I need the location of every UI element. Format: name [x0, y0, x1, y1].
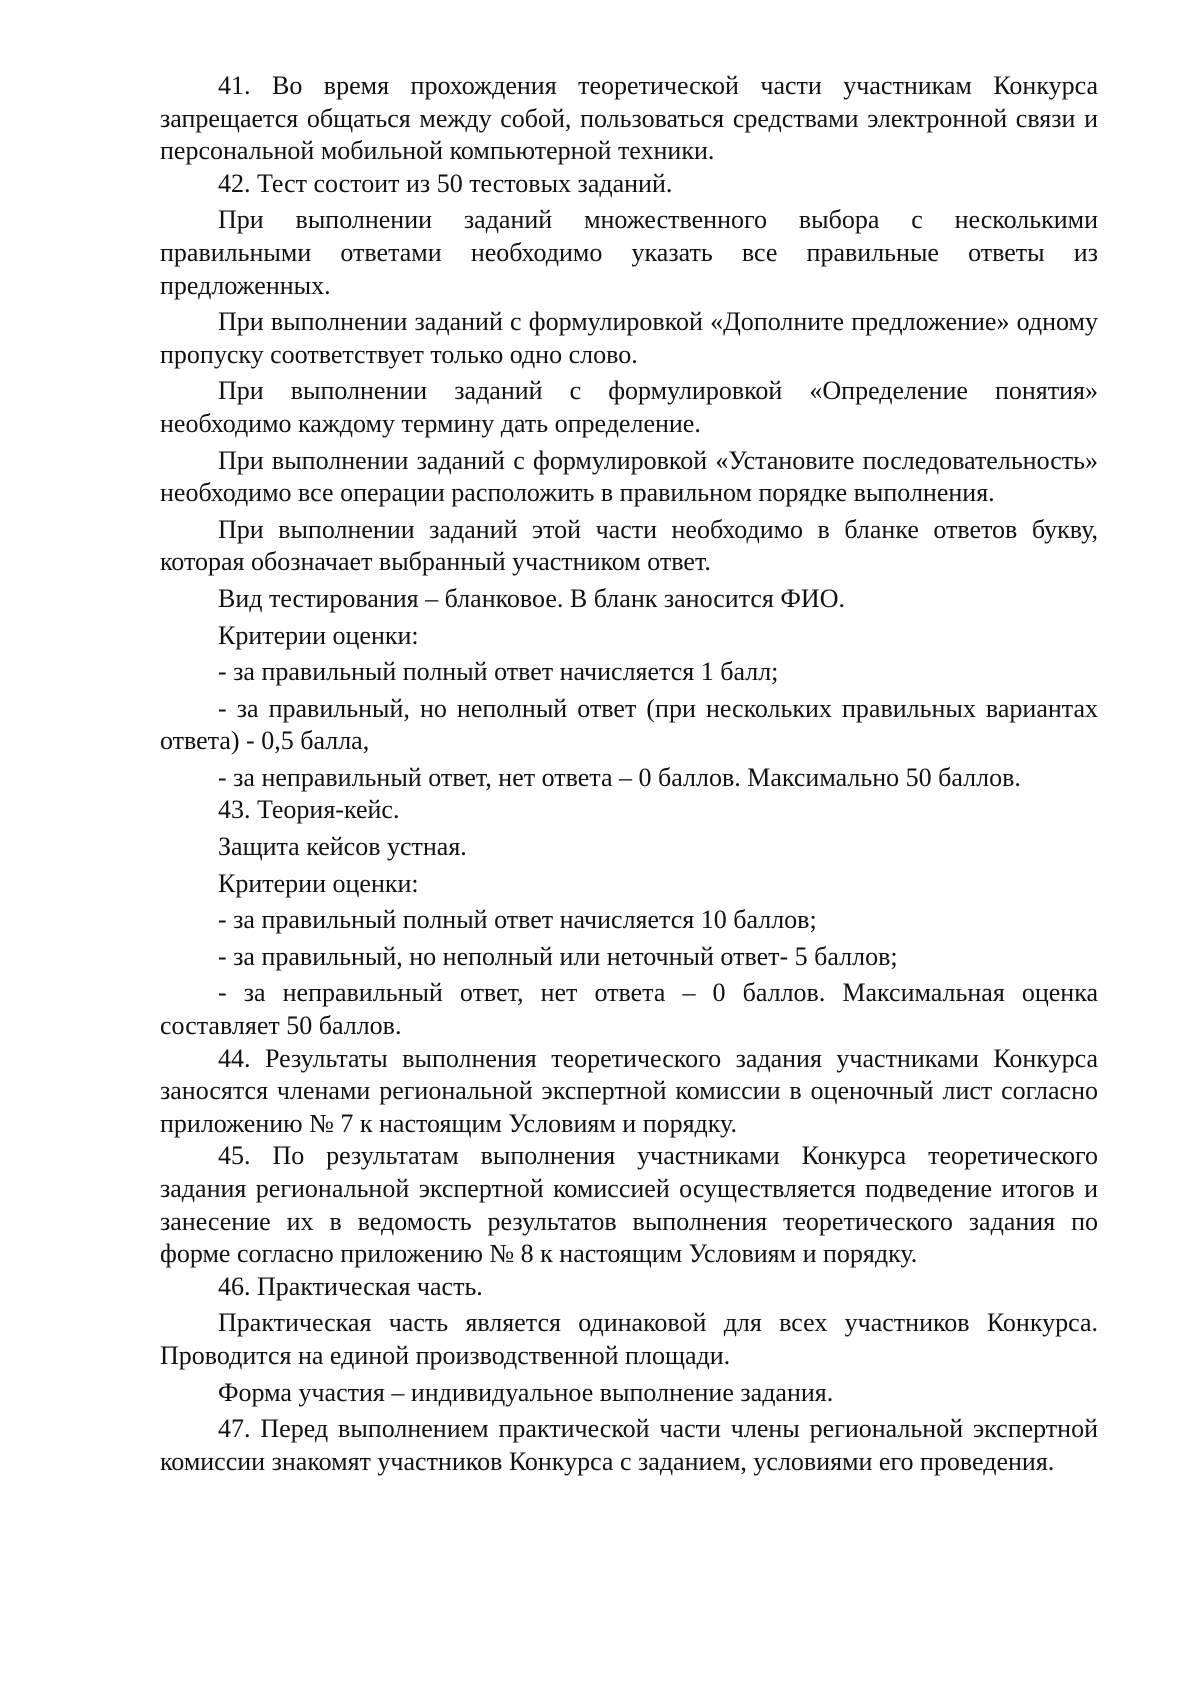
criteria-heading-case: Критерии оценки: — [218, 868, 419, 898]
paragraph-sequence: При выполнении заданий с формулировкой «Установите последовательность» необходимо все операции расположить в правильном порядке выполнения. — [160, 445, 1098, 508]
paragraph-43: 43. Теория-кейс. — [218, 795, 400, 825]
paragraph-45: 45. По результатам выполнения участниками Конкурса теоретического задания региональной экспертной комиссией осуществляется подведение итогов и занесение их в ведомость результатов выполнения теоретического задания по форме согласно приложению № 8 к настоящим Условиям и порядку. — [160, 1141, 1098, 1269]
criteria-item-test-wrong: - за неправильный ответ, нет ответа – 0 баллов. Максимально 50 баллов. — [218, 762, 1021, 792]
paragraph-answer-sheet: При выполнении заданий этой части необходимо в бланке ответов букву, которая обозначает выбранный участником ответ. — [160, 514, 1098, 577]
paragraph-participation-form: Форма участия – индивидуальное выполнение задания. — [218, 1377, 834, 1407]
criteria-heading-test: Критерии оценки: — [218, 620, 419, 650]
paragraph-44: 44. Результаты выполнения теоретического задания участниками Конкурса заносятся членами региональной экспертной комиссии в оценочный лист согласно приложению № 7 к настоящим Условиям и порядку. — [160, 1043, 1098, 1138]
paragraph-definition: При выполнении заданий с формулировкой «Определение понятия» необходимо каждому термину дать определение. — [160, 376, 1098, 438]
paragraph-41: 41. Во время прохождения теоретической части участникам Конкурса запрещается общаться между собой, пользоваться средствами электронной связи и персональной мобильной компьютерной техники. — [160, 71, 1098, 166]
criteria-item-case-wrong: - за неправильный ответ, нет ответа – 0 баллов. Максимальная оценка составляет 50 баллов. — [160, 978, 1098, 1041]
criteria-item-test-partial: - за правильный, но неполный ответ (при нескольких правильных вариантах ответа) - 0,5 балла, — [160, 693, 1098, 756]
criteria-item-case-full: - за правильный полный ответ начисляется 10 баллов; — [218, 905, 817, 935]
paragraph-case-defense: Защита кейсов устная. — [218, 832, 467, 862]
paragraph-multiple-choice: При выполнении заданий множественного выбора с несколькими правильными ответами необходимо указать все правильные ответы из предложенных. — [160, 205, 1098, 300]
paragraph-42: 42. Тест состоит из 50 тестовых заданий. — [218, 168, 673, 198]
paragraph-test-type: Вид тестирования – бланковое. В бланк заносится ФИО. — [218, 583, 845, 613]
paragraph-practical-same: Практическая часть является одинаковой для всех участников Конкурса. Проводится на единой производственной площади. — [160, 1308, 1098, 1370]
document-page — [160, 70, 1098, 1478]
criteria-item-test-full: - за правильный полный ответ начисляется 1 балл; — [218, 657, 779, 687]
paragraph-complete-sentence: При выполнении заданий с формулировкой «Дополните предложение» одному пропуску соответствует только одно слово. — [160, 307, 1098, 369]
paragraph-47: 47. Перед выполнением практической части члены региональной экспертной комиссии знакомят участников Конкурса с заданием, условиями его проведения. — [160, 1414, 1098, 1476]
criteria-item-case-partial: - за правильный, но неполный или неточный ответ- 5 баллов; — [218, 941, 898, 971]
paragraph-46: 46. Практическая часть. — [218, 1271, 483, 1301]
